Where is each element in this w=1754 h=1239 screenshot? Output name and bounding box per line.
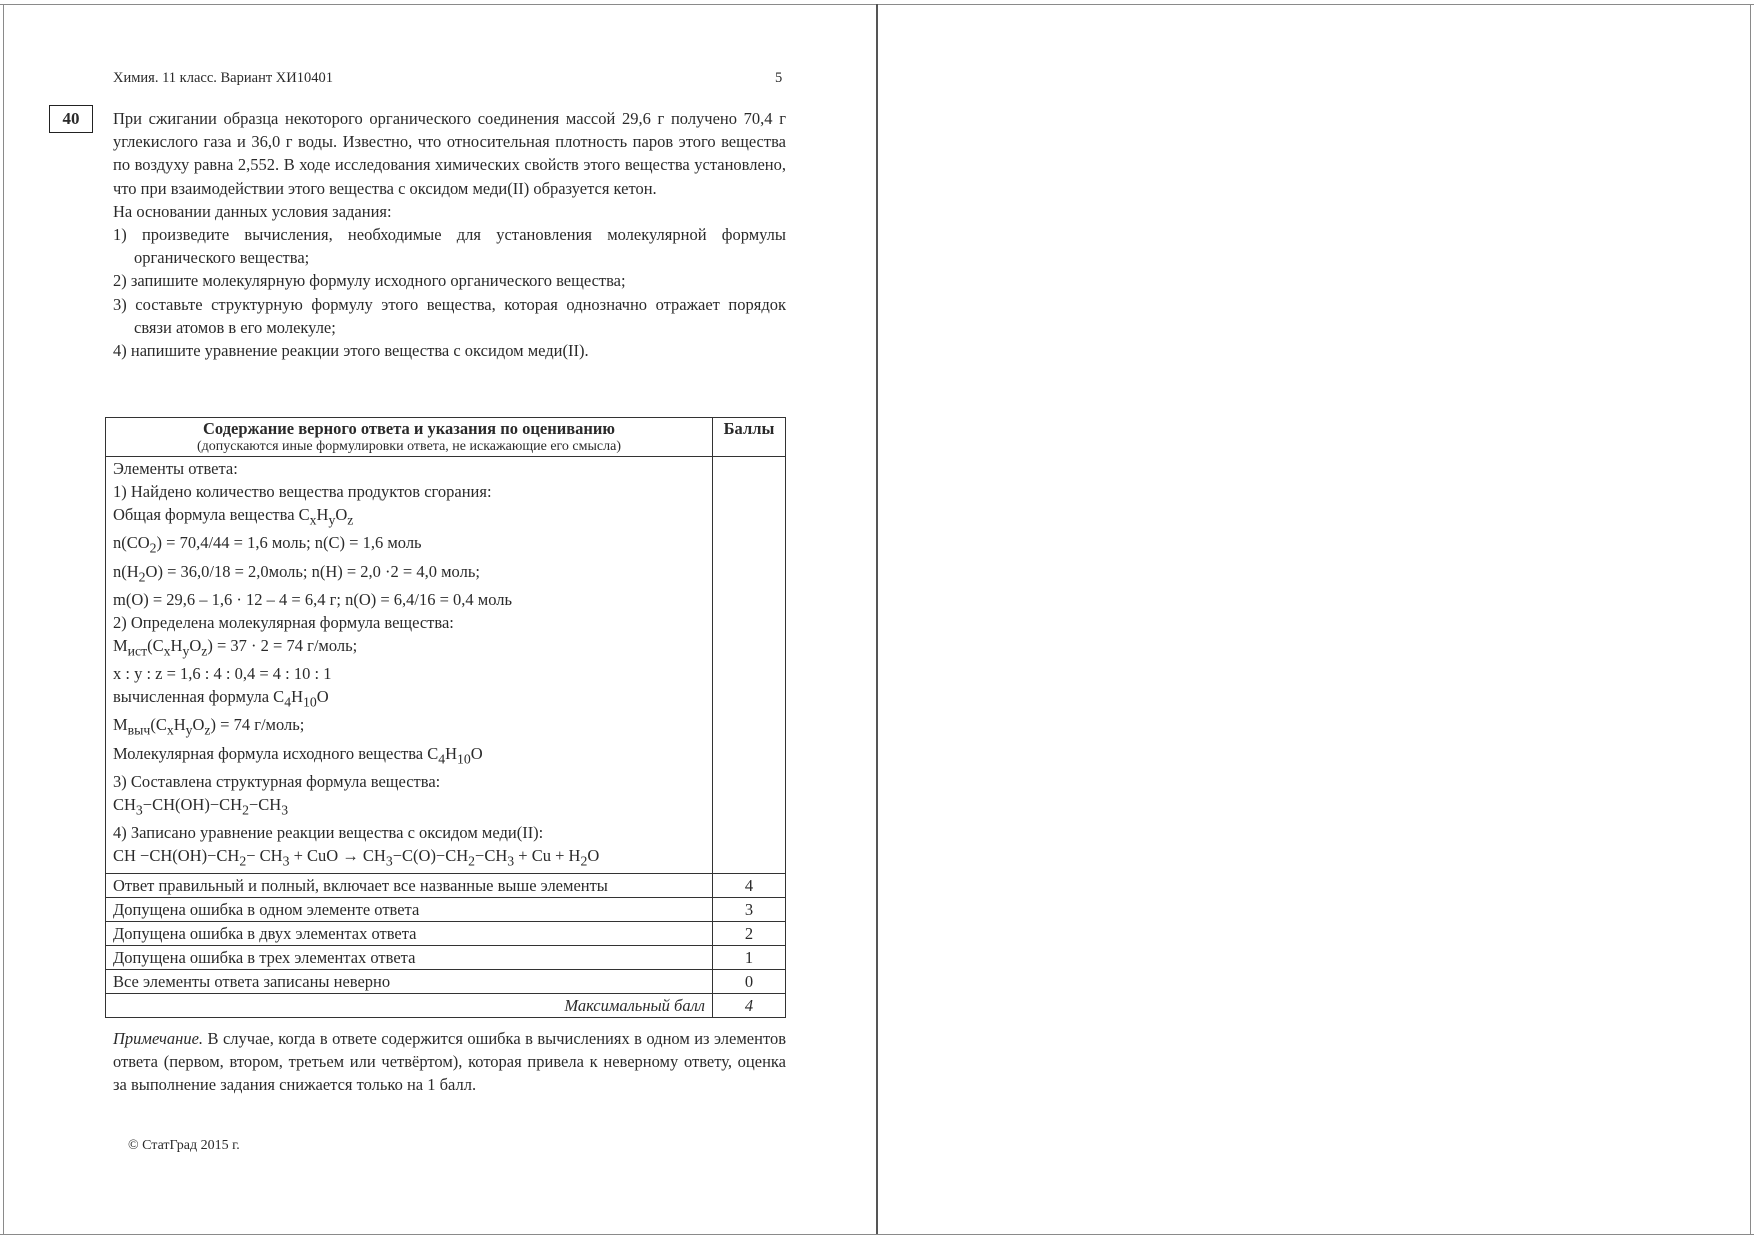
copyright: © СтатГрад 2015 г. — [128, 1138, 240, 1153]
max-score-value: 4 — [713, 993, 786, 1017]
answer-line: $n(CO_2) = 70,4/44 = 1,6$ моль; n(C) = 1,6 моль — [113, 533, 422, 556]
answer-line: $CH_3-CH(OH)-CH_2-CH_3$ — [113, 795, 289, 818]
criteria-row — [106, 945, 786, 969]
task-step: 1) произведите вычисления, необходимые для установления молекулярной формулы органического вещества; — [113, 225, 786, 268]
header-content-subtitle: (допускаются иные формулировки ответа, не искажающие его смысла) — [197, 439, 621, 454]
answer-line: $n(H_2O) = 36,0/18$ = 2,0моль; n(H) = 2,0 ·2 = 4,0 моль; — [113, 561, 480, 584]
answer-line: 3) Составлена структурная формула вещества: — [113, 772, 441, 792]
header-content-cell — [106, 418, 713, 457]
answer-elements-points-cell — [713, 457, 786, 874]
answer-line: m(O) = 29,6 – 1,6 · 12 – 4 = 6,4 г; n(O) = 6,4/16 = 0,4 моль — [113, 589, 513, 609]
header-content-title: Содержание верного ответа и указания по оцениванию — [203, 419, 615, 438]
page-divider — [876, 4, 878, 1234]
task-number-box: 40 — [49, 105, 93, 133]
answer-line: Общая формула вещества $C_xH_yO_z$ — [113, 505, 354, 528]
page-border-bottom — [0, 1234, 1754, 1235]
answer-elements-row — [106, 457, 786, 874]
page-border-left — [3, 4, 4, 1234]
answer-elements-cell — [106, 457, 713, 874]
answer-line: вычисленная формула $C_4H_{10}O$ — [113, 687, 329, 710]
answer-line: 2) Определена молекулярная формула вещества: — [113, 612, 454, 632]
criteria-row — [106, 873, 786, 897]
table-header-row — [106, 418, 786, 457]
page-number: 5 — [775, 70, 783, 86]
task-step: 2) запишите молекулярную формулу исходного органического вещества; — [113, 271, 626, 291]
task-step: 3) составьте структурную формулу этого вещества, которая однозначно отражает порядок связи атомов в его молекуле; — [113, 294, 786, 337]
criteria-points: 3 — [713, 897, 786, 921]
answer-line: CH $-CH(OH)-CH_2- CH_3$ + CuO → $CH_3-C(O)-CH_2-CH_3 + Cu + H_2O$ — [113, 846, 600, 869]
criteria-row — [106, 969, 786, 993]
task-statement — [113, 107, 786, 362]
criteria-text: Все элементы ответа записаны неверно — [106, 969, 713, 993]
answer-line: 4) Записано уравнение реакции вещества с оксидом меди(II): — [113, 823, 544, 843]
criteria-text: Допущена ошибка в одном элементе ответа — [106, 897, 713, 921]
criteria-row — [106, 897, 786, 921]
running-title: Химия. 11 класс. Вариант ХИ10401 — [113, 70, 333, 86]
criteria-points: 4 — [713, 873, 786, 897]
answer-line: Элементы ответа: — [113, 459, 238, 478]
note-text: В случае, когда в ответе содержится ошибка в вычислениях в одном из элементов ответа (первом, втором, третьем или четвёртом), которая привела к неверному ответу, оценка за выполнение задания снижается только на 1 балл. — [113, 1029, 786, 1094]
criteria-text: Допущена ошибка в трех элементах ответа — [106, 945, 713, 969]
task-intro: При сжигании образца некоторого органического соединения массой 29,6 г получено 70,4 г углекислого газа и 36,0 г воды. Известно, что относительная плотность паров этого вещества по воздуху равна 2,552. В ходе исследования химических свойств этого вещества установлено, что при взаимодействии этого вещества с оксидом меди(II) образуется кетон. — [113, 109, 786, 198]
criteria-text: Допущена ошибка в двух элементах ответа — [106, 921, 713, 945]
answer-line: $M_{выч}(C_xH_yO_z) = 74$ г/моль; — [113, 715, 305, 738]
header-points-cell: Баллы — [713, 418, 786, 457]
page-border-right — [1750, 4, 1751, 1234]
answer-line: $M_{ист}(C_xH_yO_z) = 37 \cdot 2 = 74$ г/моль; — [113, 635, 358, 659]
scoring-table — [105, 417, 786, 1018]
task-step: 4) напишите уравнение реакции этого вещества с оксидом меди(II). — [113, 341, 589, 361]
criteria-points: 2 — [713, 921, 786, 945]
criteria-text: Ответ правильный и полный, включает все названные выше элементы — [106, 873, 713, 897]
criteria-points: 1 — [713, 945, 786, 969]
note-paragraph — [113, 1027, 786, 1096]
max-score-row — [106, 993, 786, 1017]
answer-line: 1) Найдено количество вещества продуктов сгорания: — [113, 482, 492, 501]
task-steps — [113, 223, 786, 362]
max-score-label: Максимальный балл — [106, 993, 713, 1017]
task-lead: На основании данных условия задания: — [113, 201, 392, 221]
answer-line: Молекулярная формула исходного вещества $C_4H_{10}O$ — [113, 743, 483, 767]
note-label: Примечание. — [113, 1029, 204, 1048]
criteria-row — [106, 921, 786, 945]
answer-line: x : y : z = 1,6 : 4 : 0,4 = 4 : 10 : 1 — [113, 664, 332, 684]
criteria-points: 0 — [713, 969, 786, 993]
